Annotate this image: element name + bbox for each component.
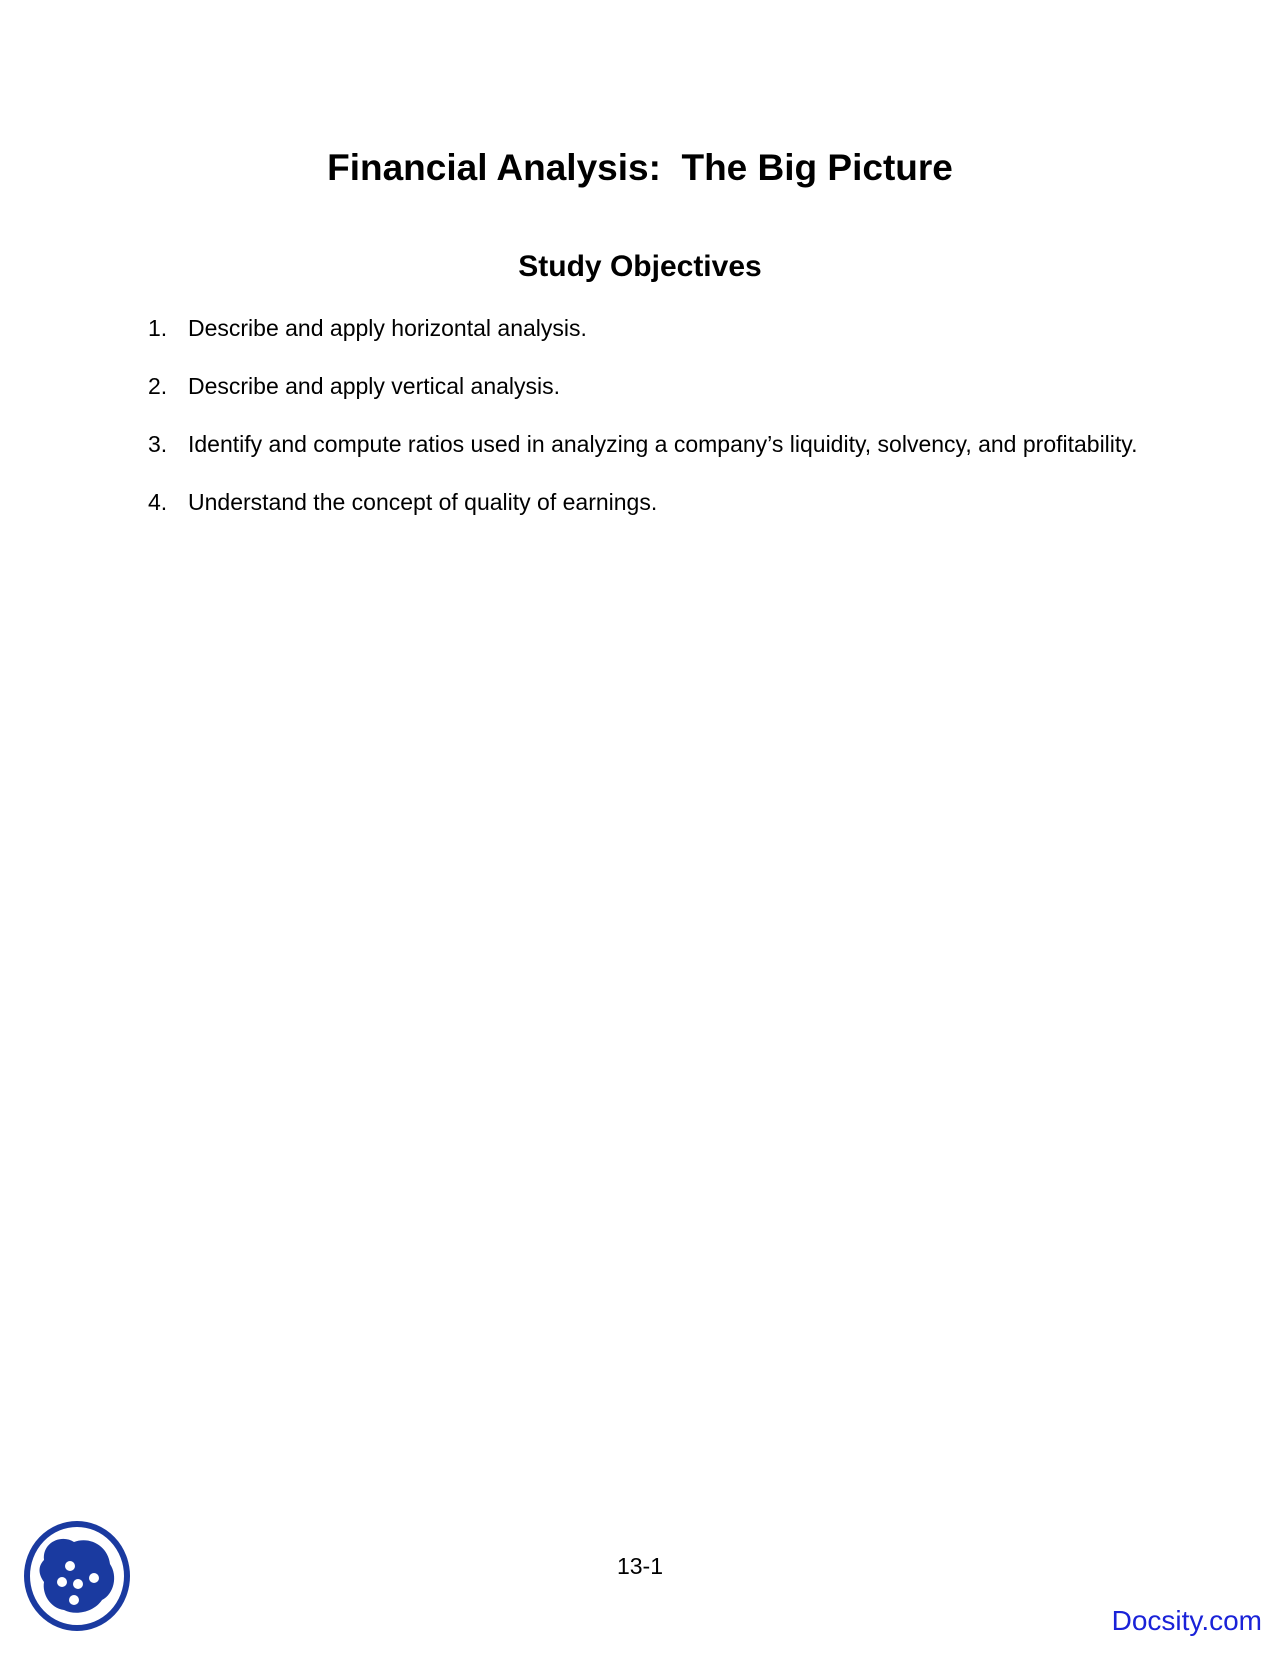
docsity-brand-link[interactable]: Docsity.com: [1111, 1605, 1262, 1636]
objectives-list: [148, 314, 1148, 546]
page-number: 13-1: [616, 1553, 664, 1579]
section-subtitle: Study Objectives: [518, 250, 762, 283]
objective-item: [148, 488, 1148, 517]
docsity-logo-icon: [22, 1520, 132, 1632]
objective-text: Understand the concept of quality of earnings.: [188, 489, 658, 515]
objective-text: Describe and apply vertical analysis.: [188, 373, 561, 399]
objective-number: 2.: [148, 373, 168, 399]
objective-number: 4.: [148, 489, 168, 515]
objective-item: [148, 314, 1148, 343]
objective-number: 3.: [148, 431, 168, 457]
document-title: Financial Analysis: The Big Picture: [327, 147, 953, 188]
objective-text: Identify and compute ratios used in analyzing a company’s liquidity, solvency, and profitability.: [188, 431, 1138, 457]
objective-item: [148, 372, 1148, 401]
objective-number: 1.: [148, 315, 168, 341]
objective-text: Describe and apply horizontal analysis.: [188, 315, 587, 341]
objective-item: [148, 430, 1148, 459]
